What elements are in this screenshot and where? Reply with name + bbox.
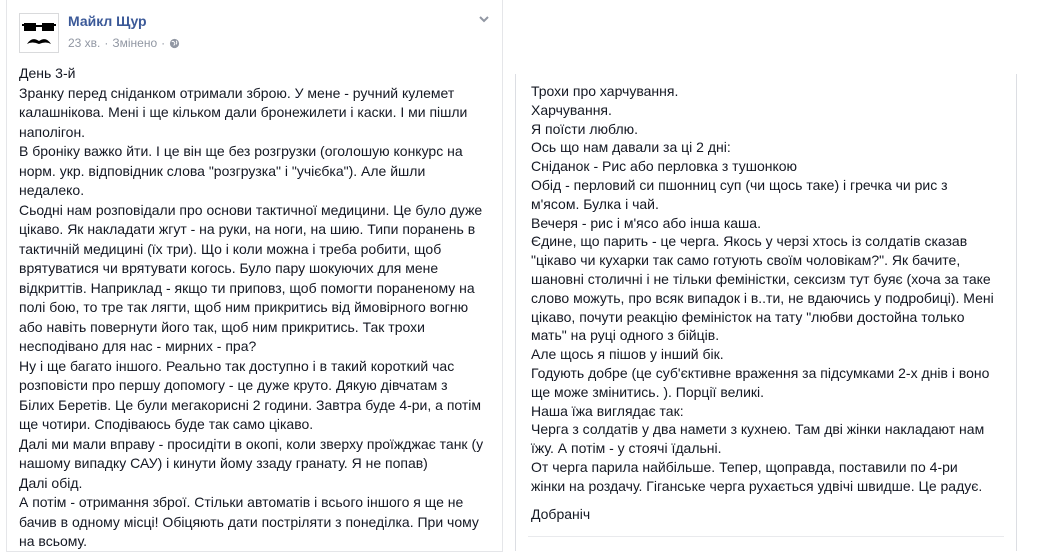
text-line: цікаво, почути реакцію феміністок на тату "любви достойна только — [531, 308, 965, 325]
text-line: жінки на роздачу. Гіганське черга рухається удвічі швидше. Це радує. — [531, 477, 983, 494]
edited-link[interactable]: Змінено — [112, 36, 158, 50]
text-line: Трохи про харчування. — [531, 83, 679, 99]
post-meta — [68, 36, 180, 50]
text-line: розповісти про першу допомогу - це дуже круто. Дякую дівчатам з — [19, 377, 448, 393]
text-line: цікаво. Як накладати жгут - на руки, на ноги, на шию. Типи поранень в — [19, 221, 476, 237]
text-line: Черга з солдатів у два намети з кухнею. Там дві жінки накладают нам — [531, 421, 985, 438]
text-line: норм. укр. відповідник слова "розгрузка" і "учієбка"). Але йшли — [19, 162, 426, 179]
post-time-link[interactable]: 23 хв. — [68, 36, 101, 50]
text-line: Обід - перловий си пшонниц суп (чи щось таке) і гречка чи рис з — [531, 176, 948, 193]
continuation-card — [515, 74, 1017, 551]
text-line: А потім - отримання зброї. Стільки автоматів і всього іншого я ще не — [19, 494, 464, 510]
text-line: Сніданок - Рис або перловка з тушонкою — [531, 158, 798, 175]
text-line: відкриттів. Наприклад - якщо ти приповз, щоб помогти пораненому на — [19, 279, 475, 296]
text-line: слово можуть, про всяк випадок і в..ти, не вдаючись у подробиці). Мені — [531, 289, 994, 306]
text-line: нашому випадку САУ) і кинути йому ззаду гранату. Я не попав) — [19, 455, 428, 471]
text-line: тактичній медицині (їх три). Що і коли можна і треба робити, щоб — [19, 240, 442, 257]
text-line: недалеко. — [19, 182, 85, 198]
mustache-glasses-avatar-icon — [20, 14, 58, 52]
text-line: ще може змінитись. ). Порції великі. — [531, 383, 765, 400]
text-line: калашнікова. Мені і ще кільком дали бронежилети і каски. І ми пішли — [19, 104, 468, 120]
text-line: їжу. А потім - у стоячі їдальні. — [531, 440, 722, 457]
text-line: От черга парила найбільше. Тепер, щоправда, поставили по 4-ри — [531, 458, 958, 475]
text-line: ще чотири. Сподіваюсь буде так само цікаво. — [19, 416, 314, 432]
text-line: полі бою, то тре так лягти, щоб ним прикритись від ймовірного вогню — [19, 299, 469, 315]
text-line: День 3-й — [19, 65, 76, 81]
text-line: наполігон. — [19, 123, 86, 140]
author-name-link[interactable]: Майкл Щур — [68, 13, 147, 29]
text-line: шановні столичні і не тільки феміністки, сексизм тут буяє (хоча за таке — [531, 270, 991, 287]
text-line: Далі обід. — [19, 474, 83, 491]
text-line: Сьодні нам розповідали про основи тактичної медицини. Це було дуже — [19, 201, 483, 218]
post-card — [6, 0, 503, 552]
text-line: бачив в одному місці! Обіцяють дати постріляти з понеділка. При чому — [19, 513, 479, 530]
text-line: Зранку перед сніданком отримали зброю. У мене - ручний кулемет — [19, 84, 455, 101]
divider — [528, 536, 1004, 537]
text-line: м'ясом. Булка і чай. — [531, 195, 659, 212]
meta-separator-2: · — [161, 36, 166, 50]
text-line: Годують добре (це суб'єктивне враження за підсумками 2-х днів і воно — [531, 364, 990, 381]
meta-separator: · — [104, 36, 109, 50]
globe-icon[interactable] — [169, 38, 180, 49]
text-line: на всьому. — [19, 533, 88, 549]
text-line: Єдине, що парить - це черга. Якось у черзі хтось із солдатів сказав — [531, 233, 968, 250]
text-line: Наша їжа виглядає так: — [531, 402, 684, 419]
text-line: або навіть повернути його так, щоб ним прикритись. Так трохи — [19, 318, 425, 335]
text-line: Ось що нам давали за ці 2 дні: — [531, 139, 731, 156]
text-line: Далі ми мали вправу - просидіти в окопі, коли зверху проїжджає танк (у — [19, 435, 484, 452]
chevron-down-icon[interactable] — [477, 12, 491, 26]
text-line: Я поїсти люблю. — [531, 120, 638, 137]
text-line: врятуватися чи врятувати когось. Було пару шокуючих для мене — [19, 260, 439, 276]
text-line: Але щось я пішов у інший бік. — [531, 346, 724, 363]
text-line: несподівано для нас - мирних - пра? — [19, 338, 257, 354]
text-line: Білих Беретів. Це були мегакорисні 2 години. Завтра буде 4-ри, а потім — [19, 396, 482, 413]
text-line: Харчування. — [531, 101, 612, 118]
text-line: Вечеря - рис і м'ясо або інша каша. — [531, 214, 761, 231]
text-line: В броніку важко йти. І це він ще без розгрузки (оголошую конкурс на — [19, 143, 463, 159]
text-line: Ну і ще багато іншого. Реально так доступно і в такий короткий час — [19, 357, 455, 374]
avatar[interactable] — [19, 13, 59, 53]
continuation-body — [531, 82, 1001, 496]
text-line: "цікаво чи кухарки так само готують своїм чоловікам?". Як бачите, — [531, 252, 961, 269]
post-body — [19, 64, 489, 552]
closing-text: Добраніч — [531, 506, 591, 522]
text-line: мать" на руці одного з бійців. — [531, 327, 720, 344]
